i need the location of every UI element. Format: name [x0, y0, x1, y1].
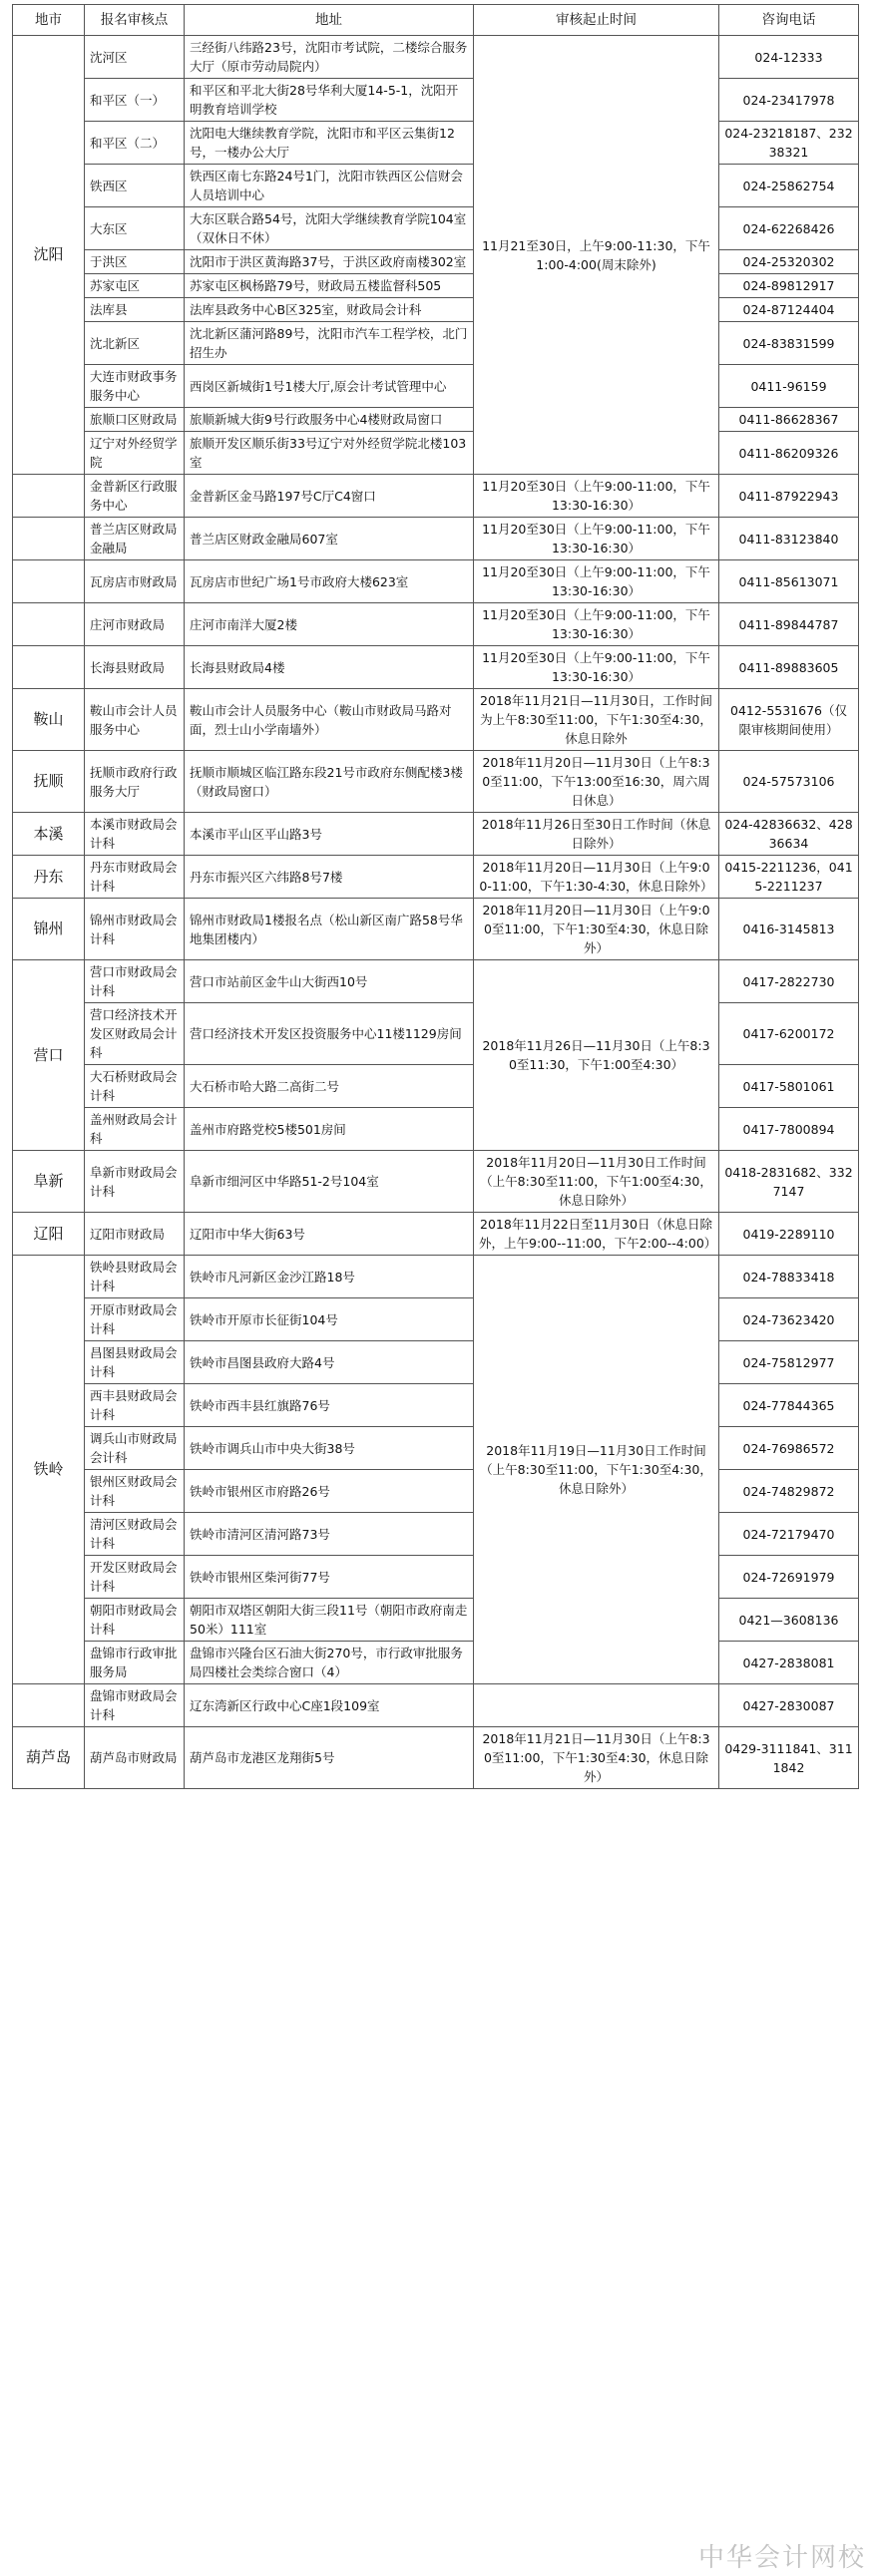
table-row [13, 813, 859, 856]
phone-cell: 024-12333 [719, 36, 859, 79]
table-row [13, 1213, 859, 1256]
table-row [13, 274, 859, 298]
review-time-cell [474, 1684, 719, 1727]
review-time-cell: 11月20至30日（上午9:00-11:00，下午13:30-16:30） [474, 518, 719, 560]
phone-cell: 024-23417978 [719, 79, 859, 122]
table-row [13, 751, 859, 813]
city-cell: 铁岭 [13, 1256, 85, 1684]
table-row [13, 1298, 859, 1341]
table-row [13, 79, 859, 122]
review-point-cell: 盘锦市财政局会计科 [85, 1684, 185, 1727]
phone-cell: 0417-2822730 [719, 960, 859, 1003]
address-cell: 旅顺开发区顺乐街33号辽宁对外经贸学院北楼103室 [185, 432, 474, 475]
review-time-cell: 11月20至30日（上午9:00-11:00，下午13:30-16:30） [474, 560, 719, 603]
review-time-cell: 2018年11月20日—11月30日（上午9:00至11:00，下午1:30至4:30，休息日除外） [474, 899, 719, 960]
review-time-cell: 2018年11月21日—11月30日（上午8:30至11:00，下午1:30至4:30，休息日除外） [474, 1727, 719, 1789]
city-cell [13, 1684, 85, 1727]
city-cell: 辽阳 [13, 1213, 85, 1256]
review-point-cell: 于洪区 [85, 250, 185, 274]
phone-cell: 024-25320302 [719, 250, 859, 274]
city-cell: 锦州 [13, 899, 85, 960]
table-row [13, 250, 859, 274]
address-cell: 旅顺新城大街9号行政服务中心4楼财政局窗口 [185, 408, 474, 432]
header-review-time: 审核起止时间 [474, 5, 719, 36]
phone-cell: 024-83831599 [719, 322, 859, 365]
table-row [13, 1556, 859, 1599]
table-row [13, 689, 859, 751]
address-cell: 本溪市平山区平山路3号 [185, 813, 474, 856]
address-cell: 铁岭市开原市长征街104号 [185, 1298, 474, 1341]
city-cell [13, 475, 85, 518]
review-time-cell: 11月20至30日（上午9:00-11:00，下午13:30-16:30） [474, 646, 719, 689]
address-cell: 铁岭市清河区清河路73号 [185, 1513, 474, 1556]
phone-cell: 0411-83123840 [719, 518, 859, 560]
review-point-cell: 庄河市财政局 [85, 603, 185, 646]
review-point-cell: 阜新市财政局会计科 [85, 1151, 185, 1213]
review-point-cell: 调兵山市财政局会计科 [85, 1427, 185, 1470]
phone-cell: 024-77844365 [719, 1384, 859, 1427]
phone-cell: 024-62268426 [719, 207, 859, 250]
address-cell: 金普新区金马路197号C厅C4窗口 [185, 475, 474, 518]
header-phone: 咨询电话 [719, 5, 859, 36]
header-review-point: 报名审核点 [85, 5, 185, 36]
table-row [13, 36, 859, 79]
address-cell: 铁岭市西丰县红旗路76号 [185, 1384, 474, 1427]
city-cell: 营口 [13, 960, 85, 1151]
phone-cell: 0427-2838081 [719, 1642, 859, 1684]
review-time-cell: 2018年11月21日—11月30日，工作时间为上午8:30至11:00，下午1:30至4:30，休息日除外 [474, 689, 719, 751]
address-cell: 丹东市振兴区六纬路8号7楼 [185, 856, 474, 899]
review-point-cell: 长海县财政局 [85, 646, 185, 689]
phone-cell: 0411-86209326 [719, 432, 859, 475]
table-row [13, 960, 859, 1003]
review-time-cell: 2018年11月20日—11月30日工作时间（上午8:30至11:00，下午1:00至4:30，休息日除外） [474, 1151, 719, 1213]
table-body [13, 36, 859, 1789]
phone-cell: 024-75812977 [719, 1341, 859, 1384]
address-cell: 葫芦岛市龙港区龙翔街5号 [185, 1727, 474, 1789]
city-cell [13, 560, 85, 603]
table-row [13, 1684, 859, 1727]
phone-cell: 0421—3608136 [719, 1599, 859, 1642]
review-point-cell: 法库县 [85, 298, 185, 322]
review-time-cell: 2018年11月22日至11月30日（休息日除外，上午9:00--11:00，下午2:00--4:00） [474, 1213, 719, 1256]
review-point-cell: 银州区财政局会计科 [85, 1470, 185, 1513]
phone-cell: 0418-2831682、3327147 [719, 1151, 859, 1213]
review-point-cell: 铁岭县财政局会计科 [85, 1256, 185, 1298]
address-cell: 营口经济技术开发区投资服务中心11楼1129房间 [185, 1003, 474, 1065]
review-point-cell: 营口经济技术开发区财政局会计科 [85, 1003, 185, 1065]
phone-cell: 0411-96159 [719, 365, 859, 408]
address-cell: 沈北新区蒲河路89号，沈阳市汽车工程学校，北门招生办 [185, 322, 474, 365]
phone-cell: 0411-85613071 [719, 560, 859, 603]
table-row [13, 518, 859, 560]
phone-cell: 024-57573106 [719, 751, 859, 813]
review-point-cell: 营口市财政局会计科 [85, 960, 185, 1003]
review-point-cell: 丹东市财政局会计科 [85, 856, 185, 899]
phone-cell: 0417-7800894 [719, 1108, 859, 1151]
review-point-cell: 盘锦市行政审批服务局 [85, 1642, 185, 1684]
address-cell: 三经街八纬路23号，沈阳市考试院，二楼综合服务大厅（原市劳动局院内） [185, 36, 474, 79]
table-header-row [13, 5, 859, 36]
review-point-cell: 和平区（一） [85, 79, 185, 122]
phone-cell: 0411-86628367 [719, 408, 859, 432]
review-point-cell: 鞍山市会计人员服务中心 [85, 689, 185, 751]
address-cell: 庄河市南洋大厦2楼 [185, 603, 474, 646]
review-point-cell: 盖州财政局会计科 [85, 1108, 185, 1151]
address-cell: 锦州市财政局1楼报名点（松山新区南广路58号华地集团楼内） [185, 899, 474, 960]
review-point-cell: 开原市财政局会计科 [85, 1298, 185, 1341]
review-point-cell: 旅顺口区财政局 [85, 408, 185, 432]
table-row [13, 1384, 859, 1427]
review-point-cell: 大连市财政事务服务中心 [85, 365, 185, 408]
city-cell [13, 518, 85, 560]
review-time-cell: 11月21至30日，上午9:00-11:30，下午1:00-4:00(周末除外) [474, 36, 719, 475]
address-cell: 长海县财政局4楼 [185, 646, 474, 689]
address-cell: 盖州市府路党校5楼501房间 [185, 1108, 474, 1151]
address-cell: 大东区联合路54号，沈阳大学继续教育学院104室（双休日不休） [185, 207, 474, 250]
header-city: 地市 [13, 5, 85, 36]
review-point-cell: 开发区财政局会计科 [85, 1556, 185, 1599]
phone-cell: 0417-5801061 [719, 1065, 859, 1108]
phone-cell: 024-72179470 [719, 1513, 859, 1556]
city-cell [13, 646, 85, 689]
phone-cell: 024-89812917 [719, 274, 859, 298]
city-cell: 葫芦岛 [13, 1727, 85, 1789]
phone-cell: 0417-6200172 [719, 1003, 859, 1065]
table-row [13, 899, 859, 960]
phone-cell: 0411-89844787 [719, 603, 859, 646]
review-point-cell: 抚顺市政府行政服务大厅 [85, 751, 185, 813]
city-cell: 沈阳 [13, 36, 85, 475]
phone-cell: 024-78833418 [719, 1256, 859, 1298]
address-cell: 沈阳电大继续教育学院，沈阳市和平区云集街12号，一楼办公大厅 [185, 122, 474, 165]
address-cell: 鞍山市会计人员服务中心（鞍山市财政局马路对面，烈士山小学南墙外） [185, 689, 474, 751]
table-row [13, 1470, 859, 1513]
table-row [13, 1065, 859, 1108]
review-point-cell: 大东区 [85, 207, 185, 250]
table-row [13, 165, 859, 207]
city-cell: 丹东 [13, 856, 85, 899]
phone-cell: 0411-87922943 [719, 475, 859, 518]
address-cell: 铁岭市银州区柴河街77号 [185, 1556, 474, 1599]
address-cell: 铁岭市银州区市府路26号 [185, 1470, 474, 1513]
table-row [13, 1108, 859, 1151]
address-cell: 铁西区南七东路24号1门，沈阳市铁西区公信财会人员培训中心 [185, 165, 474, 207]
phone-cell: 0427-2830087 [719, 1684, 859, 1727]
address-cell: 铁岭市凡河新区金沙江路18号 [185, 1256, 474, 1298]
address-cell: 抚顺市顺城区临江路东段21号市政府东侧配楼3楼（财政局窗口） [185, 751, 474, 813]
table-row [13, 1151, 859, 1213]
review-point-cell: 昌图县财政局会计科 [85, 1341, 185, 1384]
phone-cell: 0416-3145813 [719, 899, 859, 960]
table-row [13, 408, 859, 432]
address-cell: 西岗区新城街1号1楼大厅,原会计考试管理中心 [185, 365, 474, 408]
table-row [13, 1427, 859, 1470]
address-cell: 盘锦市兴隆台区石油大街270号，市行政审批服务局四楼社会类综合窗口（4） [185, 1642, 474, 1684]
review-point-cell: 金普新区行政服务中心 [85, 475, 185, 518]
review-time-cell: 2018年11月20日—11月30日（上午8:30至11:00，下午13:00至16:30，周六周日休息） [474, 751, 719, 813]
table-row [13, 1599, 859, 1642]
review-point-cell: 本溪市财政局会计科 [85, 813, 185, 856]
review-point-cell: 清河区财政局会计科 [85, 1513, 185, 1556]
review-point-cell: 大石桥财政局会计科 [85, 1065, 185, 1108]
review-time-cell: 2018年11月26日—11月30日（上午8:30至11:30，下午1:00至4:30） [474, 960, 719, 1151]
review-time-cell: 2018年11月26日至30日工作时间（休息日除外） [474, 813, 719, 856]
table-row [13, 646, 859, 689]
review-point-cell: 锦州市财政局会计科 [85, 899, 185, 960]
address-cell: 朝阳市双塔区朝阳大街三段11号（朝阳市政府南走50米）111室 [185, 1599, 474, 1642]
review-point-cell: 沈北新区 [85, 322, 185, 365]
address-cell: 苏家屯区枫杨路79号，财政局五楼监督科505 [185, 274, 474, 298]
phone-cell: 024-42836632、42836634 [719, 813, 859, 856]
review-points-table [12, 4, 859, 1789]
table-row [13, 1341, 859, 1384]
phone-cell: 0415-2211236，0415-2211237 [719, 856, 859, 899]
table-row [13, 365, 859, 408]
review-point-cell: 苏家屯区 [85, 274, 185, 298]
review-point-cell: 葫芦岛市财政局 [85, 1727, 185, 1789]
phone-cell: 024-76986572 [719, 1427, 859, 1470]
city-cell [13, 603, 85, 646]
review-point-cell: 辽宁对外经贸学院 [85, 432, 185, 475]
address-cell: 普兰店区财政金融局607室 [185, 518, 474, 560]
table-row [13, 475, 859, 518]
phone-cell: 0429-3111841、3111842 [719, 1727, 859, 1789]
watermark-text: 中华会计网校 [697, 2543, 866, 2573]
address-cell: 营口市站前区金牛山大街西10号 [185, 960, 474, 1003]
review-time-cell: 11月20至30日（上午9:00-11:00，下午13:30-16:30） [474, 603, 719, 646]
table-row [13, 298, 859, 322]
review-point-cell: 瓦房店市财政局 [85, 560, 185, 603]
table-row [13, 603, 859, 646]
review-point-cell: 朝阳市财政局会计科 [85, 1599, 185, 1642]
city-cell: 抚顺 [13, 751, 85, 813]
address-cell: 辽东湾新区行政中心C座1段109室 [185, 1684, 474, 1727]
address-cell: 铁岭市调兵山市中央大街38号 [185, 1427, 474, 1470]
address-cell: 法库县政务中心B区325室，财政局会计科 [185, 298, 474, 322]
phone-cell: 0411-89883605 [719, 646, 859, 689]
table-row [13, 1513, 859, 1556]
phone-cell: 0419-2289110 [719, 1213, 859, 1256]
city-cell: 本溪 [13, 813, 85, 856]
table-row [13, 1642, 859, 1684]
phone-cell: 024-73623420 [719, 1298, 859, 1341]
phone-cell: 024-25862754 [719, 165, 859, 207]
review-point-cell: 沈河区 [85, 36, 185, 79]
review-time-cell: 11月20至30日（上午9:00-11:00，下午13:30-16:30） [474, 475, 719, 518]
phone-cell: 024-74829872 [719, 1470, 859, 1513]
address-cell: 瓦房店市世纪广场1号市政府大楼623室 [185, 560, 474, 603]
address-cell: 阜新市细河区中华路51-2号104室 [185, 1151, 474, 1213]
address-cell: 铁岭市昌图县政府大路4号 [185, 1341, 474, 1384]
table-row [13, 1727, 859, 1789]
registration-table-container [12, 4, 858, 1789]
address-cell: 辽阳市中华大街63号 [185, 1213, 474, 1256]
phone-cell: 0412-5531676（仅限审核期间使用） [719, 689, 859, 751]
header-address: 地址 [185, 5, 474, 36]
table-row [13, 1256, 859, 1298]
phone-cell: 024-72691979 [719, 1556, 859, 1599]
phone-cell: 024-87124404 [719, 298, 859, 322]
review-point-cell: 西丰县财政局会计科 [85, 1384, 185, 1427]
city-cell: 阜新 [13, 1151, 85, 1213]
review-time-cell: 2018年11月19日—11月30日工作时间（上午8:30至11:00，下午1:30至4:30，休息日除外） [474, 1256, 719, 1684]
city-cell: 鞍山 [13, 689, 85, 751]
table-row [13, 207, 859, 250]
table-row [13, 560, 859, 603]
table-row [13, 856, 859, 899]
review-point-cell: 普兰店区财政局金融局 [85, 518, 185, 560]
table-row [13, 322, 859, 365]
review-point-cell: 辽阳市财政局 [85, 1213, 185, 1256]
address-cell: 大石桥市哈大路二高街二号 [185, 1065, 474, 1108]
review-point-cell: 和平区（二） [85, 122, 185, 165]
table-row [13, 122, 859, 165]
address-cell: 沈阳市于洪区黄海路37号，于洪区政府南楼302室 [185, 250, 474, 274]
phone-cell: 024-23218187、23238321 [719, 122, 859, 165]
table-row [13, 1003, 859, 1065]
address-cell: 和平区和平北大街28号华利大厦14-5-1，沈阳开明教育培训学校 [185, 79, 474, 122]
review-point-cell: 铁西区 [85, 165, 185, 207]
table-row [13, 432, 859, 475]
review-time-cell: 2018年11月20日—11月30日（上午9:00-11:00，下午1:30-4:30，休息日除外） [474, 856, 719, 899]
